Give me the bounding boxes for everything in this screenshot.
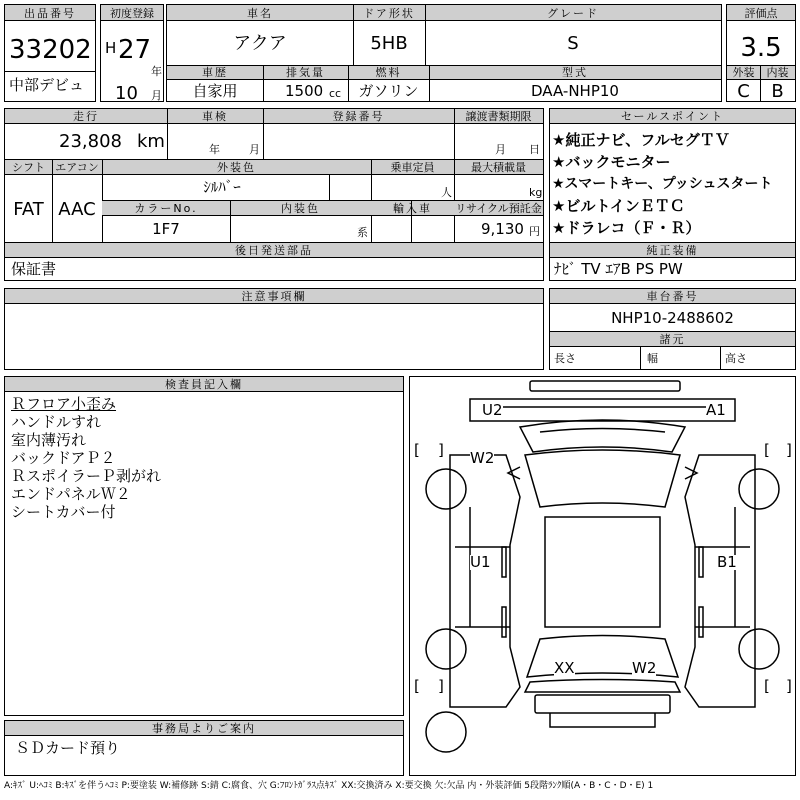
notes-panel: 注意事項欄 [4,288,544,370]
car-diagram: U2 A1 W2 U1 B1 XX W2 [ ] [ ] [ ] [ ] [409,376,796,776]
sales-points-panel: セールスポイント ★純正ナビ、フルセグＴＶ ★バックモニター ★スマートキー、プッシュスタート ★ビルトインＥＴＣ ★ドラレコ（Ｆ・Ｒ） 純正装備 ﾅﾋﾞ TV ｴｱB PS PW [549,108,796,281]
reg-year: 27 [118,35,152,65]
first-registration-cell: 初度登録 H 27 年 10 月 [100,4,164,102]
inspector-line: バックドアＰ２ [11,449,116,467]
mark-xx: XX [554,659,575,677]
model-code: DAA-NHP10 [531,82,619,100]
lot-number: 33202 [9,35,92,65]
inspector-line: 室内薄汚れ [11,431,87,449]
fuel: ガソリン [358,82,419,100]
debut-label: 中部デビュ [9,76,85,94]
grade: S [567,33,579,54]
color-number: 1F7 [152,220,180,238]
standard-equipment: ﾅﾋﾞ TV ｴｱB PS PW [554,260,683,278]
car-outline-diagram [410,377,795,775]
vehicle-info-block: 車名 ドア形状 グレード アクア 5HB S 車歴 排気量 燃料 型式 自家用 1500 cc ガソリン DAA-NHP10 [166,4,722,102]
sales-point: ★ビルトインＥＴＣ [552,197,685,215]
score-cell: 評価点 3.5 外装 内装 C B [726,4,796,102]
inspector-line: エンドパネルＷ２ [11,485,131,503]
recycle-deposit: 9,130 [481,220,524,238]
sales-point: ★スマートキー、プッシュスタート [552,176,773,192]
aircon: AAC [58,199,96,220]
exterior-color: ｼﾙﾊﾞｰ [203,178,241,196]
mark-b1: B1 [717,553,737,571]
inspector-line: Ｒフロア小歪み [11,395,117,413]
later-parts: 保証書 [11,260,57,278]
mark-a1: A1 [706,401,726,419]
door-type: 5HB [370,33,408,54]
office-notice-text: ＳＤカード預り [15,739,121,757]
first-registration-label: 初度登録 [101,5,163,21]
era: H [105,39,117,57]
displacement: 1500 [285,82,324,100]
car-name: アクア [233,33,287,54]
sales-point: ★ドラレコ（Ｆ・Ｒ） [552,219,701,237]
chassis-number: NHP10-2488602 [611,309,734,327]
exterior-grade: C [737,81,750,102]
lot-number-label: 出品番号 [5,5,95,21]
chassis-panel: 車台番号 NHP10-2488602 諸元 長さ 幅 高さ [549,288,796,370]
legend: A:ｷｽﾞ U:ﾍｺﾐ B:ｷｽﾞを伴うﾍｺﾐ P:要塗装 W:補修跡 S:錆 C:腐食、穴 G:ﾌﾛﾝﾄｶﾞﾗｽ点ｷｽﾞ XX:交換済み X:要交換 欠:欠品 内・外装評価 5段階ﾗﾝｸ順(A・B・C・D・E) 1 [4,781,654,791]
inspector-line: シートカバー付 [11,503,116,521]
detail-block: 走行 車検 登録番号 譲渡書類期限 23,808 km 年 月 月 日 シフト エアコン 外装色 乗車定員 最大積載量 FAT AAC ｼﾙﾊﾞｰ 人 kg カラーNo. 内装色 輸入車 リサイクル預託金 1F7 系 9,130 円 後日発送部品 保証書 [4,108,544,281]
vehicle-history: 自家用 [192,82,238,100]
sales-point: ★バックモニター [552,153,671,171]
inspector-line: ハンドルすれ [11,413,102,431]
reg-month: 10 [115,83,138,104]
office-notice-panel: 事務局よりご案内 ＳＤカード預り [4,720,404,776]
interior-grade: B [771,81,784,102]
lot-number-cell [4,4,96,102]
inspector-line: ＲスポイラーＰ剥がれ [11,467,162,485]
shift: FAT [13,199,44,220]
mark-w2-top: W2 [470,449,495,467]
mark-u1: U1 [470,553,491,571]
sales-point: ★純正ナビ、フルセグＴＶ [552,131,730,149]
mark-u2: U2 [482,401,503,419]
mileage: 23,808 [59,131,122,152]
score: 3.5 [740,33,782,63]
inspector-panel: 検査員記入欄 Ｒフロア小歪み ハンドルすれ 室内薄汚れ バックドアＰ２ ＲスポイラーＰ剥がれ エンドパネルＷ２ シートカバー付 [4,376,404,716]
mark-w2-bottom: W2 [632,659,657,677]
